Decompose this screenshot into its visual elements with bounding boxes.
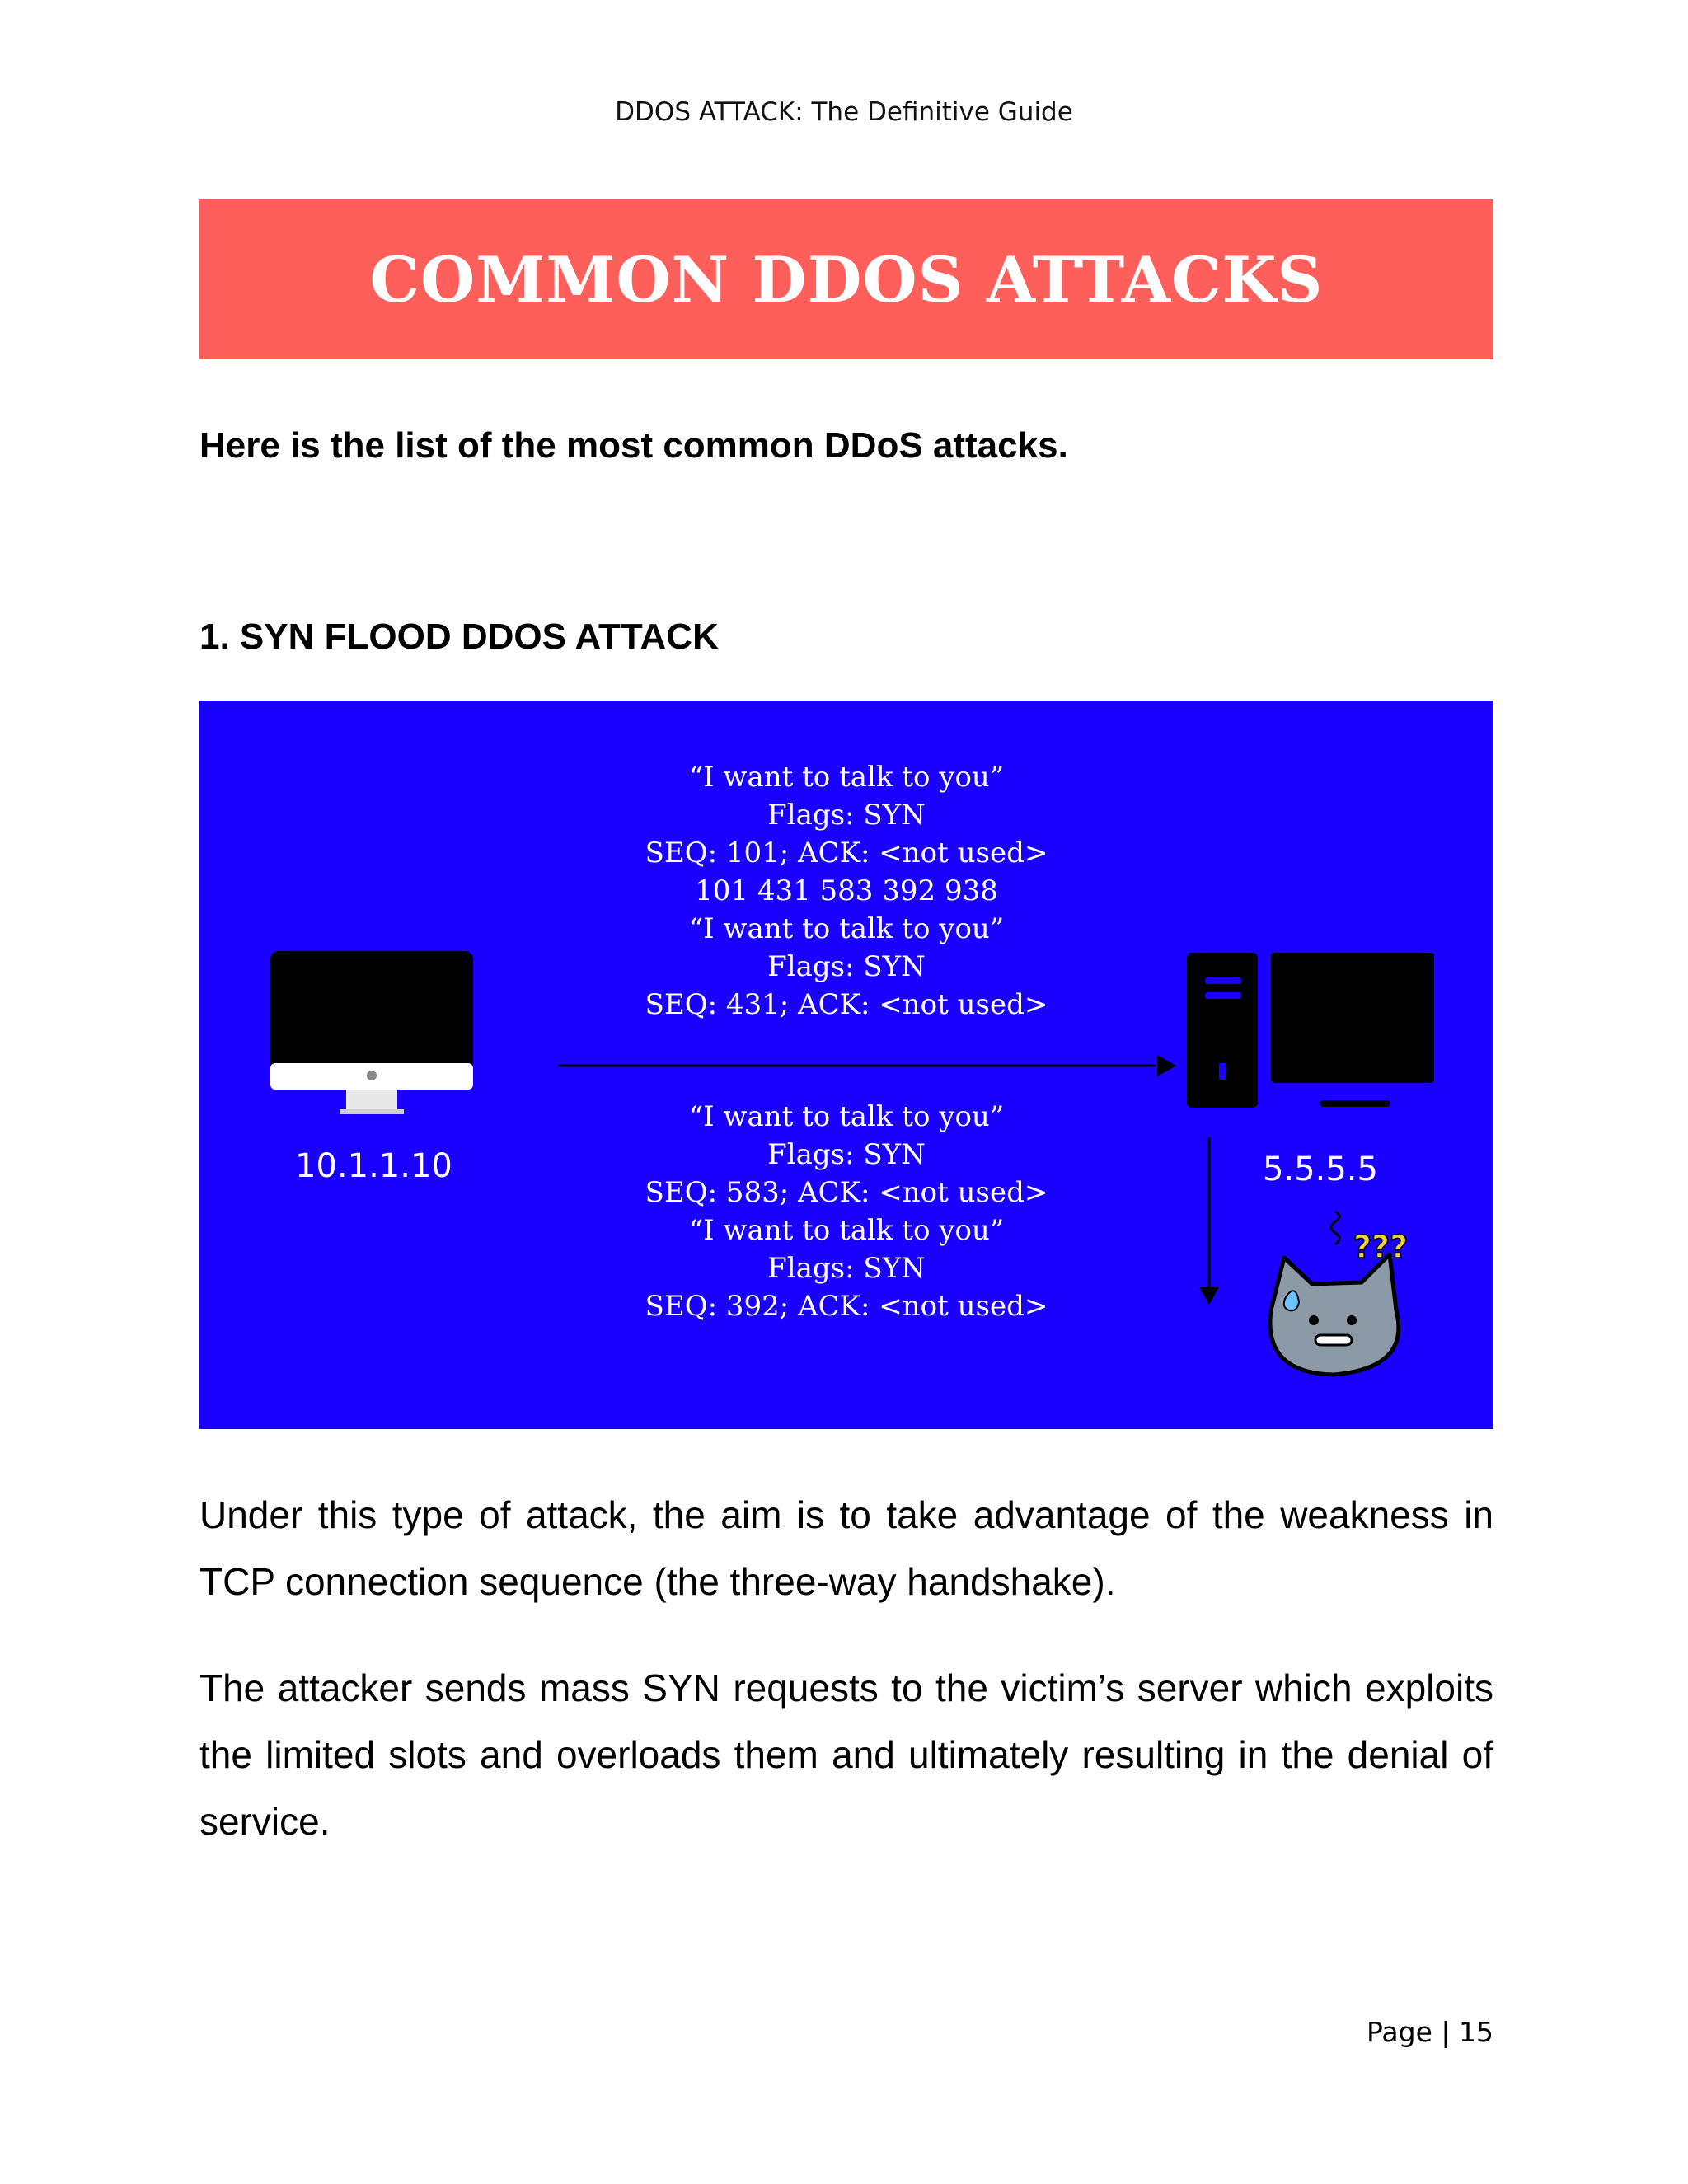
running-header: DDOS ATTACK: The Definitive Guide xyxy=(615,97,1073,127)
client-monitor-icon xyxy=(270,951,473,1114)
message-line: SEQ: 583; ACK: <not used> xyxy=(645,1176,1048,1209)
page-number: Page | 15 xyxy=(1367,2016,1493,2048)
message-line: SEQ: 392; ACK: <not used> xyxy=(645,1290,1048,1323)
message-line: “I want to talk to you” xyxy=(688,761,1005,794)
section-heading: 1. SYN FLOOD DDOS ATTACK xyxy=(199,616,719,657)
intro-text: Here is the list of the most common DDoS attacks. xyxy=(199,425,1068,466)
server-tower-icon xyxy=(1187,953,1258,1108)
message-line: “I want to talk to you” xyxy=(688,912,1005,945)
down-arrow-icon xyxy=(1199,1137,1219,1305)
diagram-graphics xyxy=(199,701,1493,1429)
message-line: 101 431 583 392 938 xyxy=(695,874,998,907)
message-line: Flags: SYN xyxy=(767,1252,926,1285)
message-line: Flags: SYN xyxy=(767,1138,926,1171)
client-ip: 10.1.1.10 xyxy=(295,1147,452,1185)
paragraph: Under this type of attack, the aim is to take advantage of the weakness in TCP connection sequence (the three-way handshake). xyxy=(199,1493,1493,1603)
server-ip: 5.5.5.5 xyxy=(1263,1151,1378,1188)
message-line: SEQ: 101; ACK: <not used> xyxy=(645,837,1048,869)
section-banner xyxy=(199,199,1493,359)
server-monitor-icon xyxy=(1271,953,1434,1107)
message-line: Flags: SYN xyxy=(767,950,926,983)
paragraph: The attacker sends mass SYN requests to the victim’s server which exploits the limited slots and overloads them and ultimately resulting in the denial of service. xyxy=(199,1666,1493,1843)
message-line: Flags: SYN xyxy=(767,799,926,832)
message-line: “I want to talk to you” xyxy=(688,1100,1005,1133)
message-line: “I want to talk to you” xyxy=(688,1214,1005,1247)
right-arrow-icon xyxy=(558,1055,1176,1076)
banner-title: COMMON DDOS ATTACKS xyxy=(369,242,1324,316)
question-marks: ??? xyxy=(1353,1229,1409,1265)
syn-flood-diagram xyxy=(199,701,1493,1429)
message-line: SEQ: 431; ACK: <not used> xyxy=(645,988,1048,1021)
